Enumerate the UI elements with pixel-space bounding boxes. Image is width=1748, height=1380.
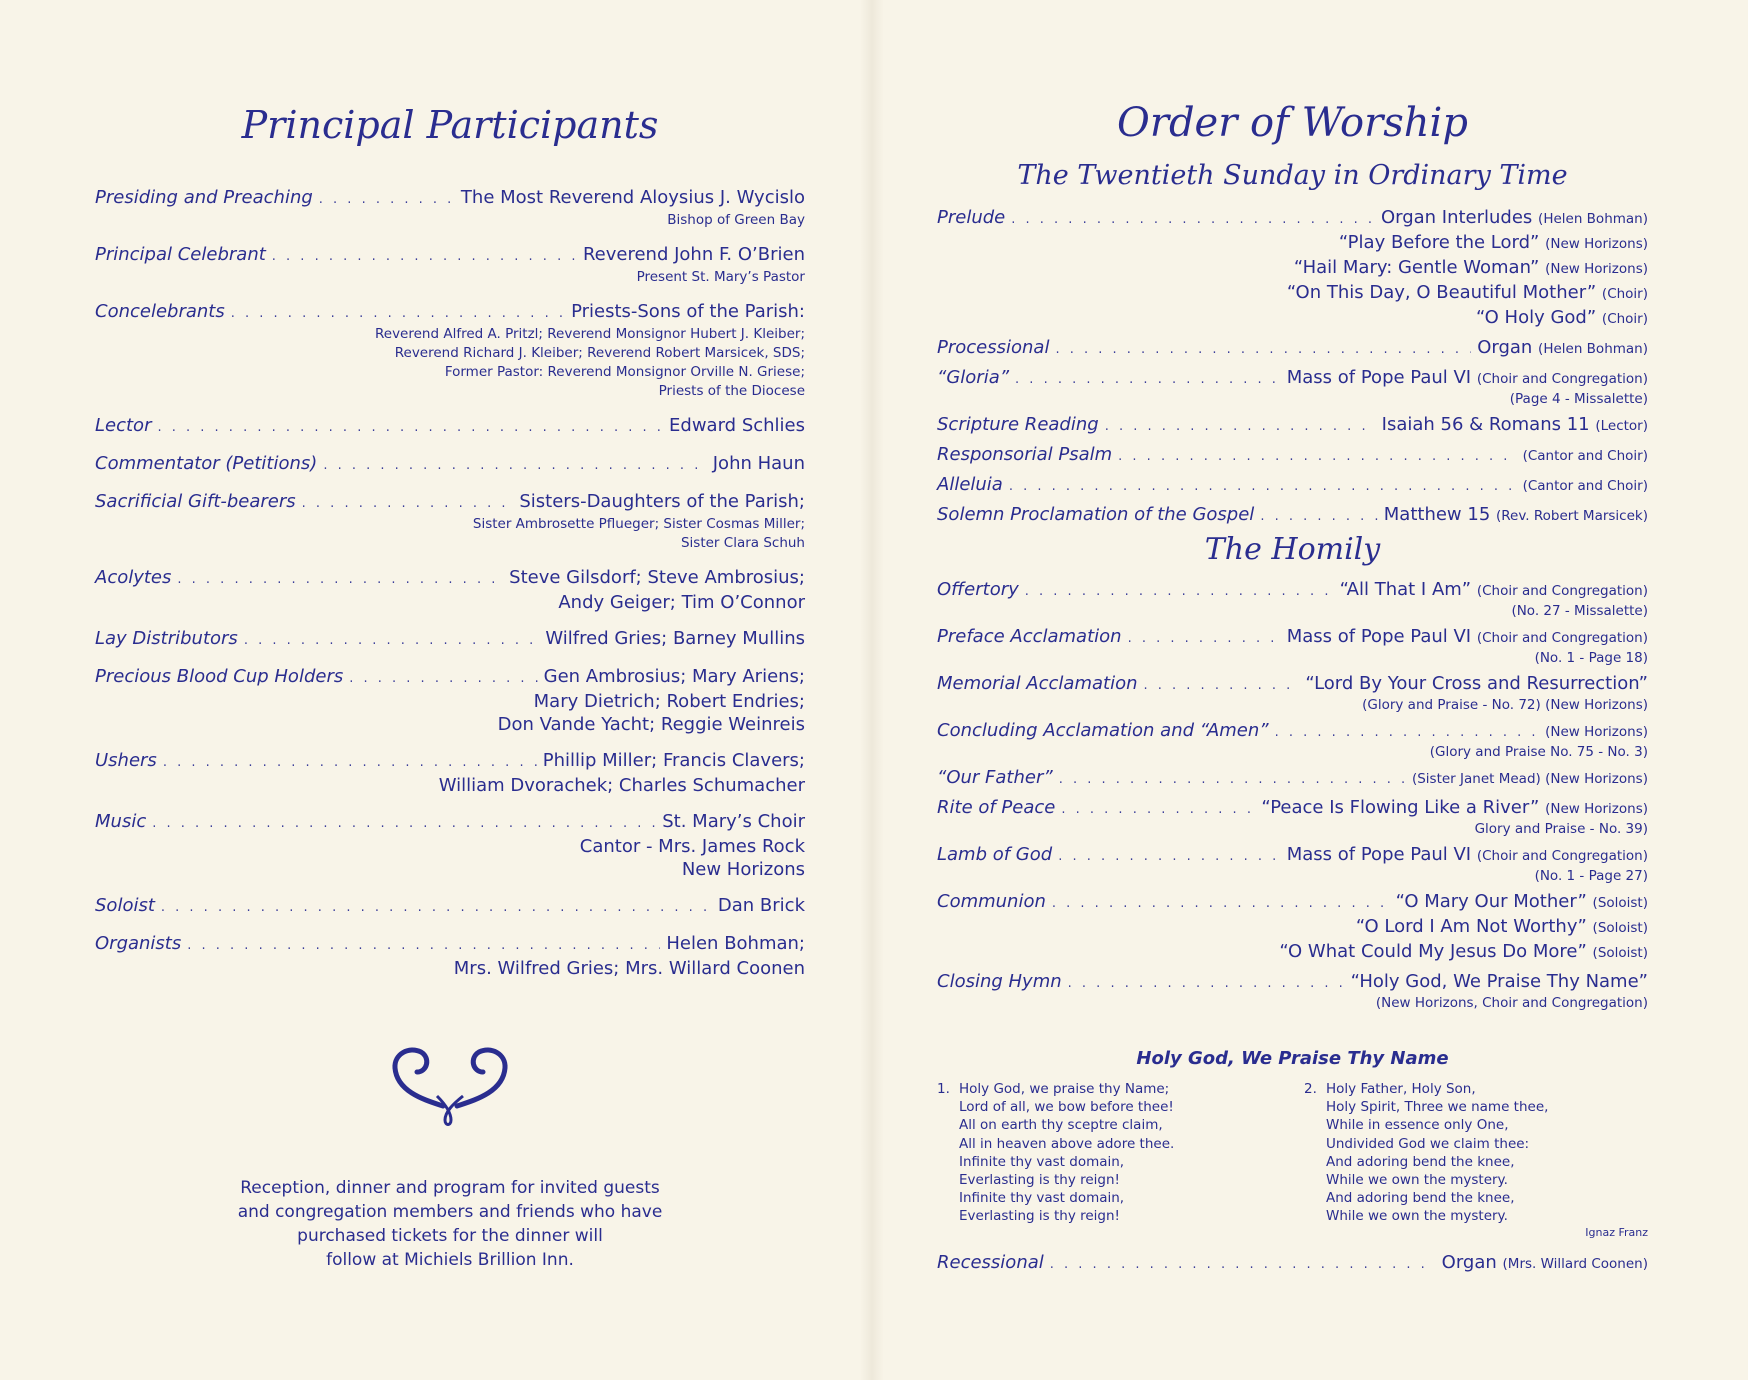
leader-dots — [152, 812, 656, 835]
detail-note: Glory and Praise - No. 39) — [1474, 821, 1648, 837]
item-performer: (Helen Bohman) — [1538, 211, 1648, 227]
item-value — [1287, 625, 1648, 650]
sunday-subtitle: The Twentieth Sunday in Ordinary Time — [1017, 160, 1568, 191]
item-detail — [937, 995, 1648, 1012]
item-text: “Peace Is Flowing Like a River” — [1261, 797, 1540, 818]
item-detail — [937, 256, 1648, 281]
order-list-before-homily — [937, 206, 1648, 533]
item-label: Communion — [937, 891, 1046, 912]
item-label: Prelude — [937, 207, 1006, 228]
participant-detail: Former Pastor: Reverend Monsignor Orville N. Griese; — [444, 364, 805, 380]
participant-value: St. Mary’s Choir — [662, 811, 805, 832]
verse-number: 1. — [937, 1081, 950, 1097]
item-performer: (Choir and Congregation) — [1476, 848, 1648, 864]
item-value — [1523, 473, 1648, 498]
participant-value: The Most Reverend Aloysius J. Wycislo — [460, 187, 805, 208]
participant-value: Gen Ambrosius; Mary Ariens; — [543, 666, 805, 687]
order-item — [937, 473, 1648, 498]
leader-dots — [1260, 505, 1377, 528]
order-item — [937, 796, 1648, 838]
order-row — [937, 970, 1648, 995]
participant-row — [95, 300, 805, 325]
item-value — [1305, 672, 1648, 695]
hymn-credit: Ignaz Franz — [1585, 1226, 1648, 1239]
hymn-line: While we own the mystery. — [1326, 1208, 1508, 1225]
item-value — [1340, 578, 1648, 603]
participant-detail: Mary Dietrich; Robert Endries; — [533, 691, 805, 712]
detail-note: (New Horizons) — [1545, 261, 1648, 277]
participant-row — [95, 627, 805, 652]
participant-detail: Reverend Richard J. Kleiber; Reverend Robert Marsicek, SDS; — [394, 345, 805, 361]
item-label: Closing Hymn — [937, 971, 1062, 992]
role-label: Music — [95, 811, 147, 832]
order-row — [937, 719, 1648, 744]
item-value — [1381, 206, 1648, 231]
order-row — [937, 473, 1648, 498]
item-performer: (Cantor and Choir) — [1522, 448, 1648, 464]
item-value — [1287, 843, 1648, 868]
participant-detail: Reverend Alfred A. Pritzl; Reverend Monsignor Hubert J. Kleiber; — [374, 326, 805, 342]
item-value — [1396, 890, 1648, 915]
leader-dots — [1061, 798, 1255, 821]
item-text: “O Mary Our Mother” — [1395, 891, 1587, 912]
participant-row — [95, 566, 805, 591]
reception-line: follow at Michiels Brillion Inn. — [326, 1250, 574, 1270]
item-text: Matthew 15 — [1383, 504, 1491, 525]
order-of-worship-title: Order of Worship — [1117, 100, 1468, 146]
participant-value: John Haun — [712, 453, 805, 474]
role-label: Ushers — [95, 750, 157, 771]
detail-text: “On This Day, O Beautiful Mother” — [1286, 282, 1597, 303]
participant-row — [95, 452, 805, 477]
item-label: Preface Acclamation — [937, 626, 1122, 647]
leader-dots — [272, 245, 577, 268]
detail-note: (New Horizons, Choir and Congregation) — [1375, 995, 1648, 1011]
item-detail — [937, 868, 1648, 885]
item-value — [1384, 503, 1648, 528]
order-row — [937, 843, 1648, 868]
hymn-line: Infinite thy vast domain, — [959, 1190, 1125, 1207]
item-performer: (Soloist) — [1592, 895, 1648, 911]
order-row — [937, 206, 1648, 231]
leader-dots — [1118, 445, 1516, 468]
participant-item — [95, 932, 805, 980]
order-row — [937, 503, 1648, 528]
participant-row — [95, 186, 805, 211]
participant-item — [95, 300, 805, 401]
leader-dots — [177, 568, 503, 591]
participant-detail: Mrs. Wilfred Gries; Mrs. Willard Coonen — [453, 958, 805, 979]
participant-detail: Sister Ambrosette Pflueger; Sister Cosmas Miller; — [472, 516, 805, 532]
leader-dots — [1058, 845, 1281, 868]
leader-dots — [163, 751, 537, 774]
leader-dots — [244, 629, 540, 652]
detail-text: “O Holy God” — [1475, 307, 1597, 328]
role-label: Commentator (Petitions) — [95, 453, 318, 474]
item-value — [1523, 443, 1648, 468]
order-item — [937, 843, 1648, 885]
role-label: Acolytes — [95, 567, 172, 588]
order-row — [937, 890, 1648, 915]
participant-item — [95, 566, 805, 614]
reception-line: Reception, dinner and program for invited guests — [240, 1178, 660, 1198]
participant-value: Dan Brick — [717, 895, 805, 916]
item-detail — [937, 231, 1648, 256]
leader-dots — [1105, 415, 1376, 438]
item-performer: (Helen Bohman) — [1538, 341, 1648, 357]
item-performer: (Cantor and Choir) — [1522, 478, 1648, 494]
item-text: “All That I Am” — [1339, 579, 1472, 600]
item-performer: (New Horizons) — [1545, 724, 1648, 740]
item-label: Processional — [937, 337, 1050, 358]
order-list-after-homily — [937, 578, 1648, 1017]
hymn-line: While in essence only One, — [1326, 1117, 1509, 1134]
detail-note: (Choir) — [1601, 311, 1648, 327]
item-value — [1287, 366, 1648, 391]
leader-dots — [187, 934, 660, 957]
detail-note: (New Horizons) — [1545, 236, 1648, 252]
participant-detail: New Horizons — [681, 859, 805, 880]
hymn-line: Holy God, we praise thy Name; — [959, 1081, 1170, 1097]
order-row — [937, 796, 1648, 821]
role-label: Presiding and Preaching — [95, 187, 313, 208]
detail-note: (Page 4 - Missalette) — [1509, 391, 1648, 407]
item-value — [1261, 796, 1648, 821]
item-text: “Lord By Your Cross and Resurrection” — [1305, 673, 1648, 694]
participant-detail: Cantor - Mrs. James Rock — [579, 836, 805, 857]
participant-item — [95, 490, 805, 553]
item-detail — [937, 603, 1648, 620]
hymn-verse-1 — [937, 1080, 1267, 1226]
order-item — [937, 206, 1648, 331]
participant-item — [95, 749, 805, 797]
scroll-flourish-icon — [385, 1040, 515, 1126]
item-detail — [937, 915, 1648, 940]
item-detail — [937, 650, 1648, 667]
hymn-line: Undivided God we claim thee: — [1326, 1135, 1530, 1152]
hymn-title: Holy God, We Praise Thy Name — [1136, 1048, 1449, 1069]
order-row — [937, 578, 1648, 603]
item-label: Recessional — [937, 1252, 1044, 1273]
hymn-line: While we own the mystery. — [1326, 1172, 1508, 1189]
reception-note — [95, 1176, 805, 1272]
hymn-line: And adoring bend the knee, — [1326, 1153, 1515, 1170]
leader-dots — [1052, 892, 1390, 915]
hymn-line: Everlasting is thy reign! — [959, 1208, 1120, 1225]
participant-value: Helen Bohman; — [666, 933, 805, 954]
item-text: Isaiah 56 & Romans 11 — [1381, 414, 1590, 435]
order-row — [937, 625, 1648, 650]
item-text: Mass of Pope Paul VI — [1286, 367, 1472, 388]
order-item — [937, 336, 1648, 361]
item-detail — [937, 940, 1648, 965]
item-detail — [937, 306, 1648, 331]
leader-dots — [1275, 721, 1539, 744]
participant-value: Steve Gilsdorf; Steve Ambrosius; — [509, 567, 805, 588]
leader-dots — [1068, 972, 1345, 995]
participant-item — [95, 414, 805, 439]
participant-row — [95, 490, 805, 515]
role-label: Lector — [95, 415, 152, 436]
detail-text: “O What Could My Jesus Do More” — [1279, 941, 1587, 962]
order-item — [937, 366, 1648, 408]
order-row — [937, 413, 1648, 438]
order-item — [937, 890, 1648, 965]
participant-item — [95, 810, 805, 881]
item-detail — [937, 821, 1648, 838]
participant-value: Edward Schlies — [669, 415, 805, 436]
order-item — [937, 443, 1648, 468]
item-label: “Our Father” — [937, 767, 1053, 788]
participant-detail: Sister Clara Schuh — [680, 535, 805, 551]
item-label: Rite of Peace — [937, 797, 1056, 818]
participant-value: Sisters-Daughters of the Parish; — [519, 491, 805, 512]
participant-item — [95, 452, 805, 477]
verse-number: 2. — [1304, 1081, 1317, 1097]
order-row — [937, 443, 1648, 468]
detail-note: (Glory and Praise No. 75 - No. 3) — [1429, 744, 1648, 760]
item-label: Offertory — [937, 579, 1019, 600]
hymn-line: And adoring bend the knee, — [1326, 1190, 1515, 1207]
order-row — [937, 766, 1648, 791]
reception-line: purchased tickets for the dinner will — [297, 1226, 603, 1246]
leader-dots — [1015, 368, 1281, 391]
leader-dots — [1144, 674, 1300, 697]
leader-dots — [1128, 627, 1281, 650]
hymn-line: Holy Father, Holy Son, — [1326, 1081, 1476, 1097]
participant-item — [95, 665, 805, 736]
participant-item — [95, 627, 805, 652]
detail-note: (Glory and Praise - No. 72) (New Horizons) — [1362, 697, 1648, 713]
participant-value: Wilfred Gries; Barney Mullins — [545, 628, 805, 649]
participant-row — [95, 665, 805, 690]
item-label: Lamb of God — [937, 844, 1053, 865]
hymn-line: Lord of all, we bow before thee! — [959, 1099, 1174, 1116]
hymn-line: All on earth thy sceptre claim, — [959, 1117, 1163, 1134]
detail-note: (Soloist) — [1592, 945, 1648, 961]
item-performer: (Sister Janet Mead) (New Horizons) — [1411, 771, 1648, 787]
participant-detail: Bishop of Green Bay — [667, 212, 805, 228]
leader-dots — [1055, 338, 1471, 361]
item-text: Mass of Pope Paul VI — [1286, 844, 1472, 865]
participant-value: Reverend John F. O’Brien — [582, 244, 805, 265]
order-row — [937, 336, 1648, 361]
item-text: Organ — [1477, 337, 1533, 358]
item-performer: (Lector) — [1595, 418, 1648, 434]
hymn-verse-2 — [1304, 1080, 1634, 1226]
participant-detail: Andy Geiger; Tim O’Connor — [558, 592, 805, 613]
order-item — [937, 625, 1648, 667]
participant-detail: Don Vande Yacht; Reggie Weinreis — [497, 714, 805, 735]
role-label: Principal Celebrant — [95, 244, 266, 265]
participant-row — [95, 810, 805, 835]
detail-note: (No. 1 - Page 18) — [1534, 650, 1648, 666]
detail-text: “O Lord I Am Not Worthy” — [1355, 916, 1587, 937]
order-row — [937, 366, 1648, 391]
item-label: Solemn Proclamation of the Gospel — [937, 504, 1255, 525]
participant-row — [95, 932, 805, 957]
participant-value: Phillip Miller; Francis Clavers; — [542, 750, 805, 771]
order-item — [937, 719, 1648, 761]
participant-item — [95, 894, 805, 919]
participant-detail: William Dvorachek; Charles Schumacher — [438, 775, 805, 796]
item-value — [1351, 970, 1648, 993]
item-label: Responsorial Psalm — [937, 444, 1113, 465]
role-label: Concelebrants — [95, 301, 225, 322]
item-value: Organ (Mrs. Willard Coonen) — [1441, 1252, 1648, 1273]
item-performer: (Choir and Congregation) — [1476, 583, 1648, 599]
participant-detail: Priests of the Diocese — [658, 383, 805, 399]
item-value — [1545, 719, 1648, 744]
order-item — [937, 503, 1648, 528]
item-performer: (Rev. Robert Marsicek) — [1496, 508, 1648, 524]
order-item — [937, 413, 1648, 438]
leader-dots — [231, 302, 565, 325]
detail-text: “Hail Mary: Gentle Woman” — [1293, 257, 1540, 278]
leader-dots — [349, 667, 537, 690]
recessional-row — [937, 1252, 1648, 1273]
principal-participants-title: Principal Participants — [241, 103, 659, 147]
item-performer: (New Horizons) — [1545, 801, 1648, 817]
detail-note: (Choir) — [1601, 286, 1648, 302]
leader-dots — [1059, 768, 1406, 791]
item-label: Scripture Reading — [937, 414, 1099, 435]
order-item — [937, 672, 1648, 714]
hymn-line: Everlasting is thy reign! — [959, 1172, 1120, 1189]
order-item — [937, 970, 1648, 1012]
participant-row — [95, 894, 805, 919]
role-label: Soloist — [95, 895, 155, 916]
detail-text: “Play Before the Lord” — [1338, 232, 1540, 253]
detail-note: (Soloist) — [1592, 920, 1648, 936]
leader-dots — [1011, 208, 1375, 231]
leader-dots — [161, 896, 712, 919]
leader-dots — [1009, 475, 1517, 498]
order-item — [937, 578, 1648, 620]
participant-item — [95, 186, 805, 230]
item-text: “Holy God, We Praise Thy Name” — [1350, 971, 1648, 992]
leader-dots — [302, 492, 514, 515]
hymn-line: All in heaven above adore thee. — [959, 1135, 1175, 1152]
participants-list — [95, 186, 805, 993]
center-fold — [860, 0, 884, 1380]
order-item — [937, 766, 1648, 791]
participant-row — [95, 243, 805, 268]
item-value — [1412, 766, 1648, 791]
item-value — [1477, 336, 1648, 361]
item-label: Memorial Acclamation — [937, 673, 1138, 694]
hymn-line: Holy Spirit, Three we name thee, — [1326, 1099, 1549, 1116]
role-label: Precious Blood Cup Holders — [95, 666, 344, 687]
item-text: Mass of Pope Paul VI — [1286, 626, 1472, 647]
role-label: Lay Distributors — [95, 628, 238, 649]
hymn-line: Infinite thy vast domain, — [959, 1153, 1125, 1170]
participant-row — [95, 749, 805, 774]
participant-detail: Present St. Mary’s Pastor — [636, 269, 805, 285]
item-detail — [937, 744, 1648, 761]
leader-dots — [1050, 1257, 1436, 1272]
leader-dots — [323, 454, 706, 477]
detail-note: (No. 1 - Page 27) — [1534, 868, 1648, 884]
participant-row — [95, 414, 805, 439]
item-detail — [937, 697, 1648, 714]
homily-heading: The Homily — [1204, 532, 1381, 567]
order-row — [937, 672, 1648, 697]
leader-dots — [319, 188, 455, 211]
item-detail — [937, 281, 1648, 306]
item-label: Alleluia — [937, 474, 1003, 495]
leader-dots — [1025, 580, 1334, 603]
item-performer: (Choir and Congregation) — [1476, 630, 1648, 646]
item-detail — [937, 391, 1648, 408]
detail-note: (No. 27 - Missalette) — [1511, 603, 1648, 619]
participant-item — [95, 243, 805, 287]
item-performer: (Choir and Congregation) — [1476, 371, 1648, 387]
participant-value: Priests-Sons of the Parish: — [571, 301, 805, 322]
leader-dots — [157, 416, 663, 439]
role-label: Sacrificial Gift-bearers — [95, 491, 296, 512]
reception-line: and congregation members and friends who have — [237, 1202, 663, 1222]
item-label: Concluding Acclamation and “Amen” — [937, 720, 1269, 741]
item-text: Organ Interludes — [1380, 207, 1533, 228]
item-value — [1382, 413, 1648, 438]
item-label: “Gloria” — [937, 367, 1010, 388]
role-label: Organists — [95, 933, 182, 954]
